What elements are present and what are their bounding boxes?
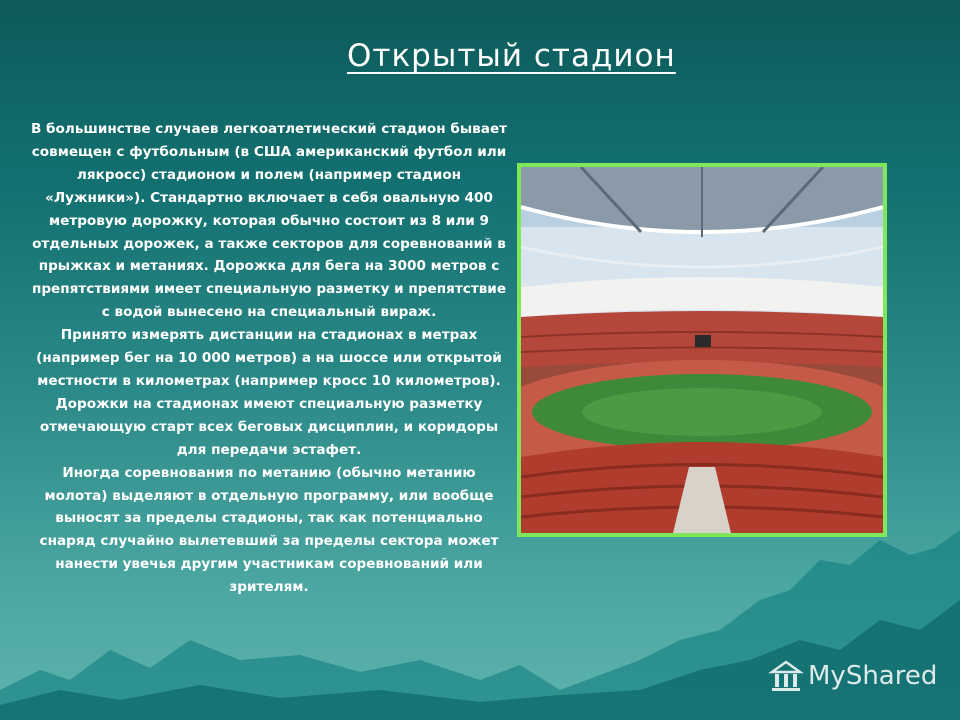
slide-title: Открытый стадион <box>347 38 676 74</box>
building-icon <box>768 658 804 694</box>
body-paragraph: В большинстве случаев легкоатлетический стадион бывает совмещен с футбольным (в США американский футбол или лякросс) стадионом и полем (например стадион «Лужники»). Стандартно включает в себя овальную 400 метровую дорожку, которая обычно состоит из 8 или 9 отдельных дорожек, а также секторов для соревнований в прыжках и метаниях. Дорожка для бега на 3000 метров с препятствиями имеет специальную разметку и препятствие с водой вынесено на специальный вираж. <box>30 121 508 321</box>
body-paragraph: Иногда соревнования по метанию (обычно метанию молота) выделяют в отдельную программу, или вообще выносят за пределы стадионы, так как потенциально снаряд случайно вылетевший за пределы сектора может нанести увечья другим участникам соревнований или зрителям. <box>39 464 499 596</box>
slide-body-text <box>30 118 508 599</box>
stadium-photo <box>517 163 887 537</box>
watermark-text: MyShared <box>808 661 938 691</box>
body-paragraph: Принято измерять дистанции на стадионах в метрах (например бег на 10 000 метров) а на шоссе или открытой местности в километрах (например кросс 10 километров). Дорожки на стадионах имеют специальную разметку отмечающую старт всех беговых дисциплин, и коридоры для передачи эстафет. <box>36 327 502 458</box>
myshared-watermark <box>768 656 943 696</box>
